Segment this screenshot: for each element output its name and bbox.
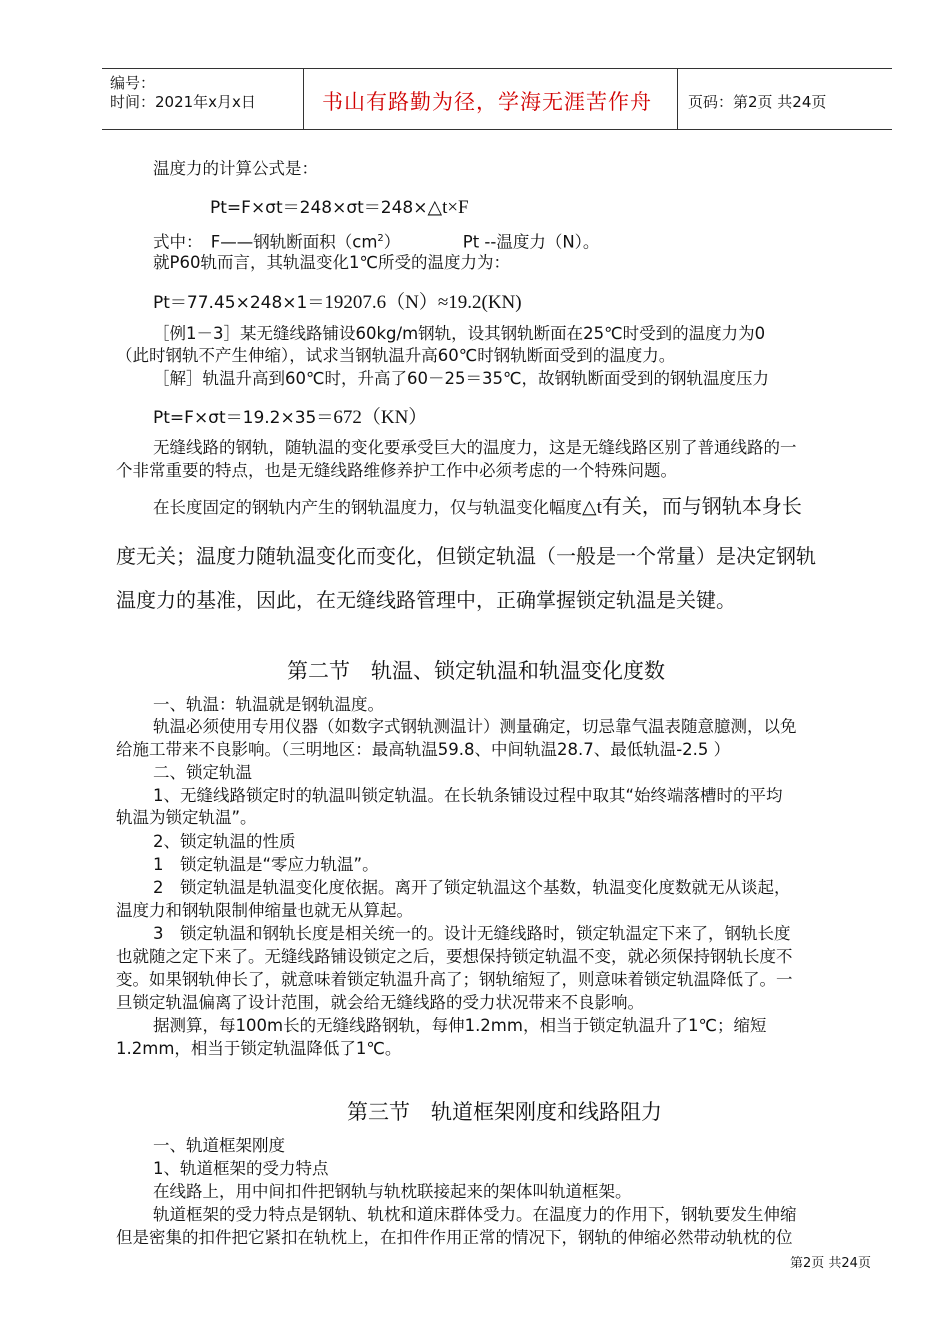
- section-2-title: 第二节 轨温、锁定轨温和轨温变化度数: [287, 659, 665, 683]
- section-3-line: 1、轨道框架的受力特点: [153, 1159, 329, 1178]
- section-2-line: 1.2mm，相当于锁定轨温降低了1℃。: [116, 1039, 402, 1058]
- formula-where-line: [153, 228, 599, 254]
- formula2-prefix: Pt＝77.45×248×1＝: [153, 293, 325, 313]
- solution-line: ［解］轨温升高到60℃时，升高了60－25＝35℃，故钢轨断面受到的钢轨温度压力: [153, 369, 770, 388]
- formula-title: 温度力的计算公式是：: [153, 159, 318, 178]
- p60-text: 就P60轨而言，其轨温变化1℃所受的温度力为：: [153, 253, 510, 272]
- importance-line-1: 无缝线路的钢轨，随轨温的变化要承受巨大的温度力，这是无缝线路区别了普通线路的一: [153, 438, 797, 457]
- section-2-line: 温度力和钢轨限制伸缩量也就无从算起。: [116, 901, 413, 920]
- header-divider-right: [677, 68, 678, 130]
- section-2-line: 变。如果钢轨伸长了，就意味着锁定轨温升高了；钢轨缩短了，则意味着锁定轨温降低了。一: [116, 970, 793, 989]
- formula3-suffix: 672（KN）: [333, 407, 428, 428]
- section-2-line: 二、锁定轨温: [153, 763, 252, 782]
- large-para-line-3: 温度力的基准，因此，在无缝线路管理中，正确掌握锁定轨温是关键。: [116, 588, 736, 612]
- formula1-prefix: Pt=F×σt＝248×σt＝248×: [210, 198, 428, 218]
- formula-solution: [153, 402, 427, 429]
- section-2-line: 给施工带来不良影响。（三明地区：最高轨温59.8、中间轨温28.7、最低轨温-2.5 ）: [116, 740, 731, 759]
- footer-page-number: 第2页 共24页: [790, 1256, 871, 1271]
- delta-t: △t: [582, 497, 602, 518]
- header-top-rule: [102, 68, 892, 69]
- large-para-line-1-prefix: 在长度固定的钢轨内产生的钢轨温度力，仅与轨温变化幅度: [153, 498, 582, 517]
- example-line-2: （此时钢轨不产生伸缩），试求当钢轨温升高60℃时钢轨断面受到的温度力。: [116, 346, 676, 365]
- large-para-line-2: 度无关；温度力随轨温变化而变化，但锁定轨温（一般是一个常量）是决定钢轨: [116, 544, 816, 568]
- section-3-line: 轨道框架的受力特点是钢轨、轨枕和道床群体受力。在温度力的作用下，钢轨要发生伸缩: [153, 1205, 797, 1224]
- section-2-line: 轨温必须使用专用仪器（如数字式钢轨测温计）测量确定，切忌靠气温表随意臆测，以免: [153, 717, 797, 736]
- section-2-line: 也就随之定下来了。无缝线路铺设锁定之后，要想保持锁定轨温不变，就必须保持钢轨长度不: [116, 947, 793, 966]
- section-2-line: 3 锁定轨温和钢轨长度是相关统一的。设计无缝线路时，锁定轨温定下来了，钢轨长度: [153, 924, 791, 943]
- header-time-label: 时间：2021年x月x日: [110, 93, 256, 111]
- section-3-title: 第三节 轨道框架刚度和线路阻力: [347, 1100, 662, 1124]
- importance-line-2: 个非常重要的特点，也是无缝线路维修养护工作中必须考虑的一个特殊问题。: [116, 461, 677, 480]
- header-bottom-rule: [102, 129, 892, 130]
- large-para-line-1: [153, 495, 802, 519]
- where-pt: Pt --温度力（N）。: [462, 232, 600, 252]
- section-2-line: 一、轨温：轨温就是钢轨温度。: [153, 695, 384, 714]
- formula3-prefix: Pt=F×σt＝19.2×35＝: [153, 408, 334, 428]
- formula2-suffix: 19207.6（N）≈19.2(KN): [324, 292, 522, 313]
- section-2-line: 1 锁定轨温是“零应力轨温”。: [153, 855, 379, 874]
- header-number-label: 编号：: [110, 74, 156, 92]
- section-2-line: 旦锁定轨温偏离了设计范围，就会给无缝线路的受力状况带来不良影响。: [116, 993, 644, 1012]
- where-suffix: ）: [383, 232, 401, 252]
- header-page-label: 页码：第2页 共24页: [688, 93, 827, 111]
- section-3-line: 在线路上，用中间扣件把钢轨与轨枕联接起来的架体叫轨道框架。: [153, 1182, 632, 1201]
- section-2-line: 2 锁定轨温是轨温变化度依据。离开了锁定轨温这个基数，轨温变化度数就无从谈起，: [153, 878, 791, 897]
- formula-temperature-force: [210, 193, 469, 219]
- where-prefix: 式中： F——钢轨断面积（cm: [153, 232, 378, 252]
- example-line-1: ［例1－3］某无缝线路铺设60kg/m钢轨，设其钢轨断面在25℃时受到的温度力为0: [153, 324, 766, 343]
- section-2-line: 据测算，每100m长的无缝线路钢轨，每伸1.2mm，相当于锁定轨温升了1℃；缩短: [153, 1016, 767, 1035]
- section-2-line: 1、无缝线路锁定时的轨温叫锁定轨温。在长轨条铺设过程中取其“始终端落槽时的平均: [153, 786, 783, 805]
- large-para-line-1-suffix: 有关，而与钢轨本身长: [601, 494, 802, 518]
- section-3-line: 一、轨道框架刚度: [153, 1136, 285, 1155]
- where-superscript: 2: [377, 233, 384, 244]
- header-motto: 书山有路勤为径，学海无涯苦作舟: [322, 90, 652, 114]
- section-2-line: 2、锁定轨温的性质: [153, 832, 296, 851]
- section-3-line: 但是密集的扣件把它紧扣在轨枕上，在扣件作用正常的情况下，钢轨的伸缩必然带动轨枕的位: [116, 1228, 793, 1247]
- section-2-line: 轨温为锁定轨温”。: [116, 808, 257, 827]
- header-divider-left: [303, 68, 304, 130]
- formula-p60: [153, 287, 522, 314]
- formula1-suffix: △t×F: [427, 197, 469, 218]
